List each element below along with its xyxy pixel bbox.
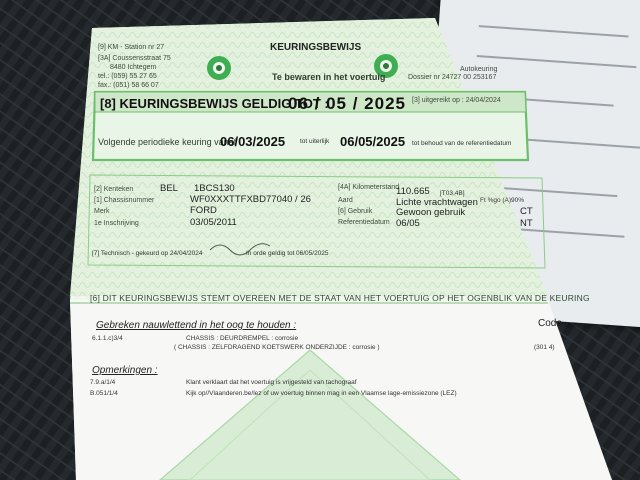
reference-note: tot behoud van de referentiedatum [412,140,512,147]
km-note: [T03,4B] [440,190,465,197]
next-inspection-from: 06/03/2025 [220,134,286,149]
chassis-label: [1] Chassisnummer [94,197,155,204]
defect-ref-1: 6.1.1.c)3/4 [92,335,123,342]
statement-line: [6] DIT KEURINGSBEWIJS STEMT OVEREEN MET DE STAAT VAN HET VOERTUIG OP HET OGENBLIK VAN DE KEURING [90,293,590,303]
plate-country: BEL [160,183,178,194]
defect-code-2: (301 4) [534,344,555,351]
remark-text-1: Klant verklaart dat het voertuig is vrijgesteld van tachograaf [186,379,357,386]
make-value: FORD [190,205,217,216]
defects-heading: Gebreken nauwlettend in het oog te houden : [96,320,297,331]
fax: fax.: (051) 58 66 07 [98,82,159,89]
plate-label: [2] Kenteken [94,186,134,193]
code-ct: CT [520,206,533,217]
address-line1: [3A] Coussensstraat 75 [98,55,171,62]
reference-date-value: 06/05 [396,218,420,229]
code-heading: Code [538,318,562,329]
valid-until-label: [8] KEURINGSBEWIJS GELDIG TOT : [100,96,329,111]
remarks-heading: Opmerkingen : [92,365,158,376]
make-label: Merk [94,208,110,215]
defect-text-1: CHASSIS : DEURDREMPEL : corrosie [186,335,299,342]
km-value: 110.665 [396,186,430,197]
aard-value: Lichte vrachtwagen [396,197,478,208]
fiscal-code: Ft %go (A)90% [480,197,525,204]
first-registration-value: 03/05/2011 [190,217,237,228]
reference-date-label: Referentiedatum [338,219,390,226]
chassis-number: WF0XXXTTFXBD77040 / 26 [190,194,311,205]
km-label: [4A] Kilometerstand [338,184,400,191]
remark-text-2: Kijk op//Vlaanderen.be/lez of uw voertuig binnen mag in een Vlaamse lage-emissiezone (LEZ) [186,390,457,397]
first-registration-label: 1e Inschrijving [94,220,139,227]
next-inspection-to: 06/05/2025 [340,134,406,149]
technical-inspection-label: [7] Technisch - gekeurd op 24/04/2024 [92,250,203,257]
valid-until-date: 06 / 05 / 2025 [288,94,406,113]
aard-label: Aard [338,197,353,204]
until-label: tot uiterlijk [300,138,330,145]
defect-text-2: ( CHASSIS : ZELFDRAGEND KOETSWERK ONDERZIJDE : corrosie ) [174,344,380,351]
code-nt: NT [520,218,533,229]
gebruik-label: [6] Gebruik [338,208,373,215]
issued-on: [3] uitgereikt op : 24/04/2024 [412,97,501,104]
address-line2: 8480 Ichtegem [110,64,157,71]
dossier-number: Dossier nr 24727 00 253167 [408,74,497,81]
document-title: KEURINGSBEWIJS [270,42,362,53]
station-line: [9] KM - Station nr 27 [98,44,165,51]
autokeuring-label: Autokeuring [460,66,498,73]
plate-number: 1BCS130 [194,183,235,194]
gebruik-value: Gewoon gebruik [396,207,466,218]
in-order-label: In orde geldig tot [246,250,295,257]
next-inspection-label: Volgende periodieke keuring vanaf [98,137,237,147]
telephone: tel.: (059) 55 27 65 [98,73,157,80]
in-order-date: 06/05/2025 [296,250,329,257]
remark-ref-1: 7.9.a/1/4 [90,379,116,386]
keep-in-vehicle-note: Te bewaren in het voertuig [272,72,386,82]
remark-ref-2: B.051/1/4 [90,390,118,397]
